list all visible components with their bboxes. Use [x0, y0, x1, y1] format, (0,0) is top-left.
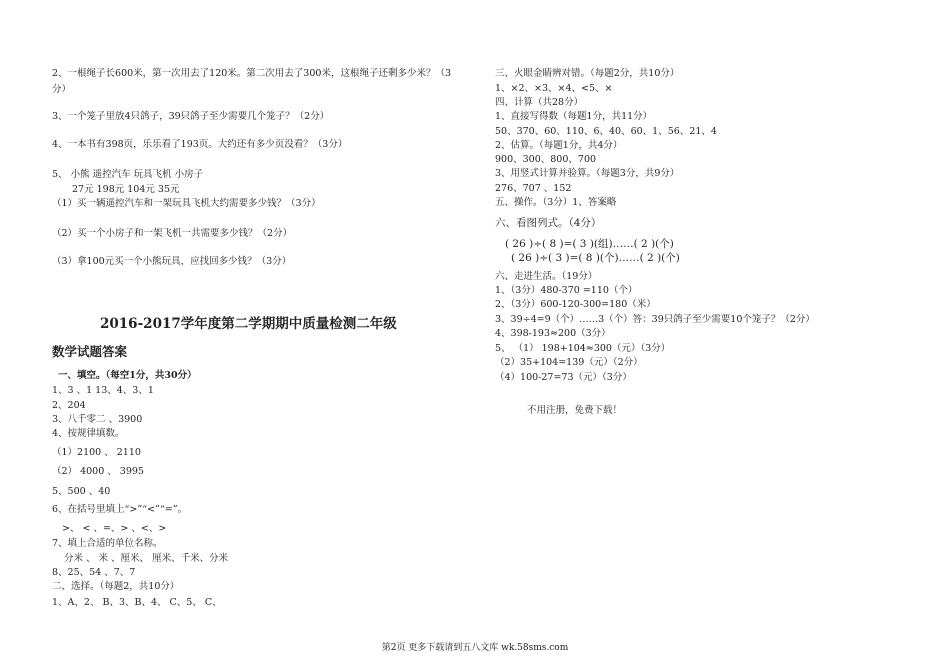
- answer-1-4-1: （1）2100 、 2110: [52, 447, 141, 458]
- answer-6-2: ( 26 )÷( 3 )=( 8 )(个)……( 2 )(个): [511, 252, 680, 264]
- answer-4-3: 3、用竖式计算并验算。（每题3分，共9分）: [495, 168, 680, 179]
- answer-section-1-heading: 一、填空。（每空1分，共30分）: [58, 370, 197, 381]
- answer-section-4-heading: 四、计算（共28分）: [495, 97, 584, 108]
- answer-1-6: 6、在括号里填上“>”“<”“=”。: [52, 504, 188, 515]
- question-5-prices: 27元 198元 104元 35元: [72, 184, 180, 195]
- question-5-items: 5、 小熊 遥控汽车 玩具飞机 小房子: [52, 169, 204, 180]
- answer-7-5-2: （2）35+104=139（元）（2分）: [495, 357, 643, 368]
- answer-title: 数学试题答案: [52, 344, 128, 359]
- answer-7-2: 2、（3分）600-120-300=180（米）: [495, 299, 656, 310]
- answer-2-values: 1、A、2、 B、3、B、4、 C、5、 C、: [52, 597, 222, 608]
- free-download-note: 不用注册，免费下载！: [527, 405, 623, 416]
- answer-7-1: 1、（3分）480-370 =110（个）: [495, 285, 638, 296]
- question-4: 4、一本书有398页，乐乐看了193页。大约还有多少页没看？（3分）: [52, 139, 348, 150]
- answer-1-4-2: （2） 4000 、 3995: [52, 466, 144, 477]
- answer-7-5-4: （4）100-27=73（元）（3分）: [495, 372, 632, 383]
- answer-section-3-heading: 三、火眼金睛辨对错。（每题2分，共10分）: [495, 68, 680, 79]
- page-title: 2016-2017学年度第二学期期中质量检测二年级: [100, 316, 397, 332]
- answer-section-5: 五、操作。（3分）1、答案略: [495, 197, 617, 208]
- answer-4-1: 1、直接写得数（每题1分，共11分）: [495, 111, 653, 122]
- answer-1-3: 3、八千零二 、3900: [52, 414, 143, 425]
- answer-1-8: 8、25、54 、7、7: [52, 567, 136, 578]
- question-5-sub3: （3）拿100元买一个小熊玩具，应找回多少钱？（3分）: [52, 256, 292, 267]
- answer-section-7-heading: 六、走进生活。（19分）: [495, 271, 598, 282]
- answer-7-5: 5、 （1） 198+104≈300（元）（3分）: [495, 343, 671, 354]
- question-5-sub1: （1）买一辆遥控汽车和一架玩具飞机大约需要多少钱？（3分）: [52, 198, 321, 209]
- question-2-line1: 2、一根绳子长600米，第一次用去了120米。第二次用去了300米，这根绳子还剩多少米？（3: [52, 68, 451, 79]
- question-5-sub2: （2）买一个小房子和一架飞机一共需要多少钱？（2分）: [52, 228, 293, 239]
- answer-1-7: 7、填上合适的单位名称。: [52, 538, 163, 549]
- question-2-line2: 分）: [52, 84, 72, 95]
- answer-1-1: 1、3 、1 13、4、3、1: [52, 385, 154, 396]
- answer-1-6-values: >、 < 、=、> 、<、>: [62, 523, 167, 534]
- answer-1-4: 4、按规律填数。: [52, 428, 125, 439]
- question-3: 3、一个笼子里放4只鸽子，39只鸽子至少需要几个笼子？（2分）: [52, 111, 330, 122]
- answer-section-2-heading: 二、选择。（每题2，共10分）: [52, 581, 180, 592]
- answer-3-values: 1、×2、×3、×4、<5、×: [495, 83, 613, 94]
- answer-7-3: 3、39÷4=9（个）……3（个）答：39只鸽子至少需要10个笼子？（2分）: [495, 314, 815, 325]
- answer-4-2: 2、估算。（每题1分，共4分）: [495, 140, 623, 151]
- answer-1-2: 2、204: [52, 400, 86, 411]
- answer-7-4: 4、398-193≈200（3分）: [495, 328, 611, 339]
- answer-4-2-values: 900、300、800、700: [495, 154, 597, 165]
- answer-1-7-values: 分米 、 米 、厘米、 厘米、千米、分米: [64, 553, 229, 564]
- answer-1-5: 5、500 、40: [52, 486, 111, 497]
- page-footer: 第2页 更多下载请到五八文库 wk.58sms.com: [381, 643, 569, 653]
- answer-section-6-heading: 六、看图列式。（4分）: [495, 217, 602, 229]
- answer-4-3-values: 276、707 、152: [495, 183, 572, 194]
- answer-6-1: ( 26 )÷( 8 )=( 3 )(组)……( 2 )(个): [505, 238, 674, 250]
- answer-4-1-values: 50、370、60、110、6、40、60、1、56、21、4: [495, 126, 717, 137]
